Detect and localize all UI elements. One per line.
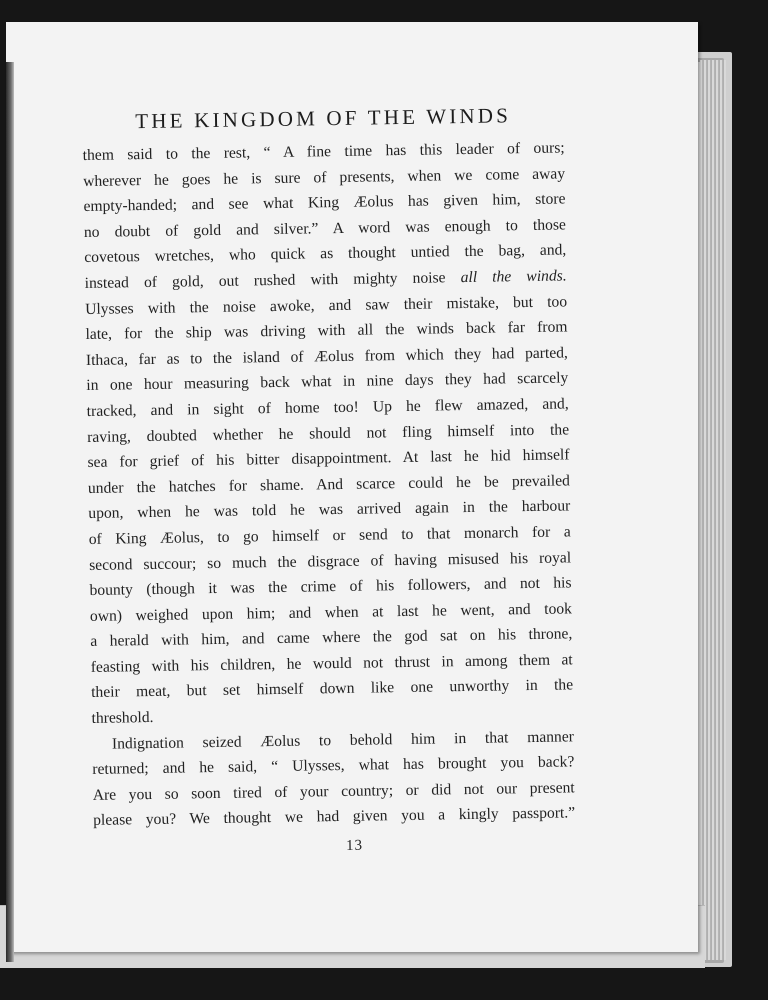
line-text: no doubt of gold and silver.” A word was enough to those xyxy=(83,216,566,241)
line-text: in one hour measuring back what in nine days they had scarcely xyxy=(86,369,569,395)
page-gutter-shadow xyxy=(6,62,14,962)
line-text: sea for grief of his bitter disappointment. At last he hid himself xyxy=(87,446,570,472)
line-text: threshold. xyxy=(91,709,154,727)
page-content xyxy=(82,102,576,859)
line-text: please you? We thought we had given you a kingly passport.” xyxy=(93,804,576,830)
line-text: bounty (though it was the crime of his followers, and not his xyxy=(89,574,572,600)
line-text: under the hatches for shame. And scarce could he be prevailed xyxy=(87,472,571,497)
line-text: their meat, but set himself down like one unworthy in the xyxy=(91,676,574,702)
line-text: Ulysses with the noise awoke, and saw their mistake, but too xyxy=(84,292,568,318)
line-text: upon, when he was told he was arrived again in the harbour xyxy=(88,497,571,523)
running-head: THE KINGDOM OF THE WINDS xyxy=(135,103,512,134)
line-text: wherever he goes he is sure of presents, when we come away xyxy=(82,165,566,190)
line-text: late, for the ship was driving with all the winds back far from xyxy=(85,318,568,344)
line-text: a herald with him, and came where the god sat on his throne, xyxy=(90,625,573,651)
line-text: returned; and he said, “ Ulysses, what has brought you back? xyxy=(92,753,575,779)
line-text: of King Æolus, to go himself or send to that monarch for a xyxy=(88,523,571,548)
book-fore-edge xyxy=(700,60,726,960)
book-page xyxy=(6,22,698,952)
line-text: them said to the rest, “ A fine time has this leader of ours; xyxy=(82,139,565,164)
line-text: covetous wretches, who quick as thought untied the bag, and, xyxy=(84,241,567,267)
text-block xyxy=(83,135,576,834)
line-text: tracked, and in sight of home too! Up he flew amazed, and, xyxy=(86,395,569,420)
line-text: second succour; so much the disgrace of having misused his royal xyxy=(89,548,572,574)
line-text: Are you so soon tired of your country; or did not our present xyxy=(92,779,575,804)
italic-phrase: all the winds. xyxy=(460,267,567,287)
line-text: raving, doubted whether he should not fling himself into the xyxy=(87,420,570,446)
page-number: 13 xyxy=(345,837,364,854)
line-text: Ithaca, far as to the island of Æolus from which they had parted, xyxy=(85,344,569,369)
line-text: own) weighed upon him; and when at last he went, and took xyxy=(89,600,573,625)
line-text: feasting with his children, he would not thrust in among them at xyxy=(90,651,573,676)
line-text: instead of gold, out rushed with mighty noise xyxy=(84,269,446,292)
line-text: empty-handed; and see what King Æolus has given him, store xyxy=(83,190,566,216)
line-text: Indignation seized Æolus to behold him in that manner xyxy=(111,728,575,753)
